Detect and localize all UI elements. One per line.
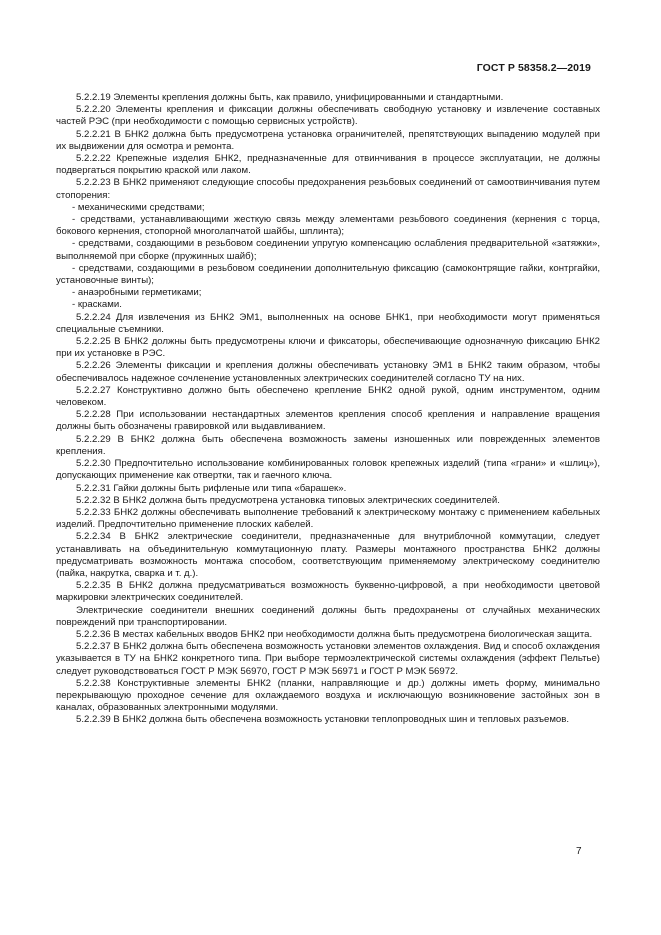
document-body — [56, 92, 600, 727]
paragraph: 5.2.2.32 В БНК2 должна быть предусмотрена установка типовых электрических соединителей. — [76, 494, 500, 506]
paragraph: Электрические соединители внешних соединений должны быть предохранены от случайных механических повреждений при транспортировании. — [56, 604, 600, 628]
paragraph: 5.2.2.21 В БНК2 должна быть предусмотрена установка ограничителей, препятствующих выпадению модулей при их выдвижении для осмотра и ремонта. — [56, 128, 600, 152]
list-item: - средствами, создающими в резьбовом соединении дополнительную фиксацию (самоконтрящие гайки, контргайки, установочные винты); — [56, 262, 600, 287]
paragraph: 5.2.2.19 Элементы крепления должны быть, как правило, унифицированными и стандартными. — [76, 92, 504, 103]
paragraph: 5.2.2.36 В местах кабельных вводов БНК2 при необходимости должна быть предусмотрена биологическая защита. — [76, 628, 593, 640]
paragraph: 5.2.2.27 Конструктивно должно быть обеспечено крепление БНК2 одной рукой, одним инструментом, одним человеком. — [56, 384, 600, 409]
paragraph: 5.2.2.25 В БНК2 должны быть предусмотрены ключи и фиксаторы, обеспечивающие однозначную фиксацию БНК2 при их установке в РЭС. — [56, 336, 600, 360]
paragraph: 5.2.2.38 Конструктивные элементы БНК2 (планки, направляющие и др.) должны иметь форму, минимально перекрывающую проходное сечение для охлаждаемого воздуха и исключающую возникновение застойных зон в каналах, образованных электронными модулями. — [56, 677, 600, 714]
list-item: - красками. — [72, 299, 122, 311]
paragraph: 5.2.2.39 В БНК2 должна быть обеспечена возможность установки теплопроводных шин и тепловых разъемов. — [76, 714, 570, 726]
list-item: - средствами, устанавливающими жесткую связь между элементами резьбового соединения (кернения с торца, бокового кернения, стопорной многолапчатой шайбы, шплинта); — [56, 214, 600, 238]
list-item: - анаэробными герметиками; — [72, 287, 202, 299]
paragraph: 5.2.2.34 В БНК2 электрические соединители, предназначенные для внутриблочной коммутации, следует устанавливать на объединительную коммутационную плату. Размеры монтажного пространства БНК2 должны предусматривать возможность монтажа способом, соответствующим применяемому электрическому соединителю (пайка, накрутка, сварка и т. д.). — [56, 531, 600, 579]
paragraph: 5.2.2.23 В БНК2 применяют следующие способы предохранения резьбовых соединений от самоотвинчивания путем стопорения: — [56, 177, 600, 201]
document-standard-id: ГОСТ Р 58358.2—2019 — [476, 62, 591, 74]
paragraph: 5.2.2.28 При использовании нестандартных элементов крепления способ крепления и направление вращения должны быть обозначены гравировкой или выдавливанием. — [56, 409, 600, 433]
paragraph: 5.2.2.37 В БНК2 должна быть обеспечена возможность установки элементов охлаждения. Вид и способ охлаждения указывается в ТУ на БНК2 конкретного типа. При выборе термоэлектрической системы охлаждения (эффект Пельтье) следует руководствоваться ГОСТ Р МЭК 56970, ГОСТ Р МЭК 56971 и ГОСТ Р МЭК 56972. — [56, 641, 600, 677]
list-item: - средствами, создающими в резьбовом соединении упругую компенсацию ослабления предварительной «затяжки», выполняемой при сборке (пружинных шайб); — [56, 238, 600, 262]
paragraph: 5.2.2.29 В БНК2 должна быть обеспечена возможность замены изношенных или поврежденных элементов крепления. — [56, 433, 600, 457]
paragraph: 5.2.2.20 Элементы крепления и фиксации должны обеспечивать свободную установку и извлечение составных частей РЭС (при необходимости с помощью сервисных устройств). — [56, 104, 600, 128]
paragraph: 5.2.2.22 Крепежные изделия БНК2, предназначенные для отвинчивания в процессе эксплуатации, не должны подвергаться покрытию краской или лаком. — [56, 153, 600, 177]
paragraph: 5.2.2.33 БНК2 должны обеспечивать выполнение требований к электрическому монтажу с применением кабельных изделий. Предпочтительно применение плоских кабелей. — [56, 506, 600, 531]
paragraph: 5.2.2.26 Элементы фиксации и крепления должны обеспечивать установку ЭМ1 в БНК2 таким образом, чтобы обеспечивалось надежное сочленение установленных электрических соединителей согласно ТУ на них. — [56, 360, 600, 384]
page-number: 7 — [576, 846, 582, 857]
paragraph: 5.2.2.31 Гайки должны быть рифленые или типа «барашек». — [76, 482, 347, 494]
paragraph: 5.2.2.24 Для извлечения из БНК2 ЭМ1, выполненных на основе БНК1, при необходимости могут применяться специальные съемники. — [56, 311, 600, 335]
list-item: - механическими средствами; — [72, 201, 205, 213]
paragraph: 5.2.2.35 В БНК2 должна предусматриваться возможность буквенно-цифровой, а при необходимости цветовой маркировки электрических соединителей. — [56, 580, 600, 604]
paragraph: 5.2.2.30 Предпочтительно использование комбинированных головок крепежных изделий (типа «грани» и «шлиц»), допускающих применение как отвертки, так и гаечного ключа. — [56, 458, 600, 482]
